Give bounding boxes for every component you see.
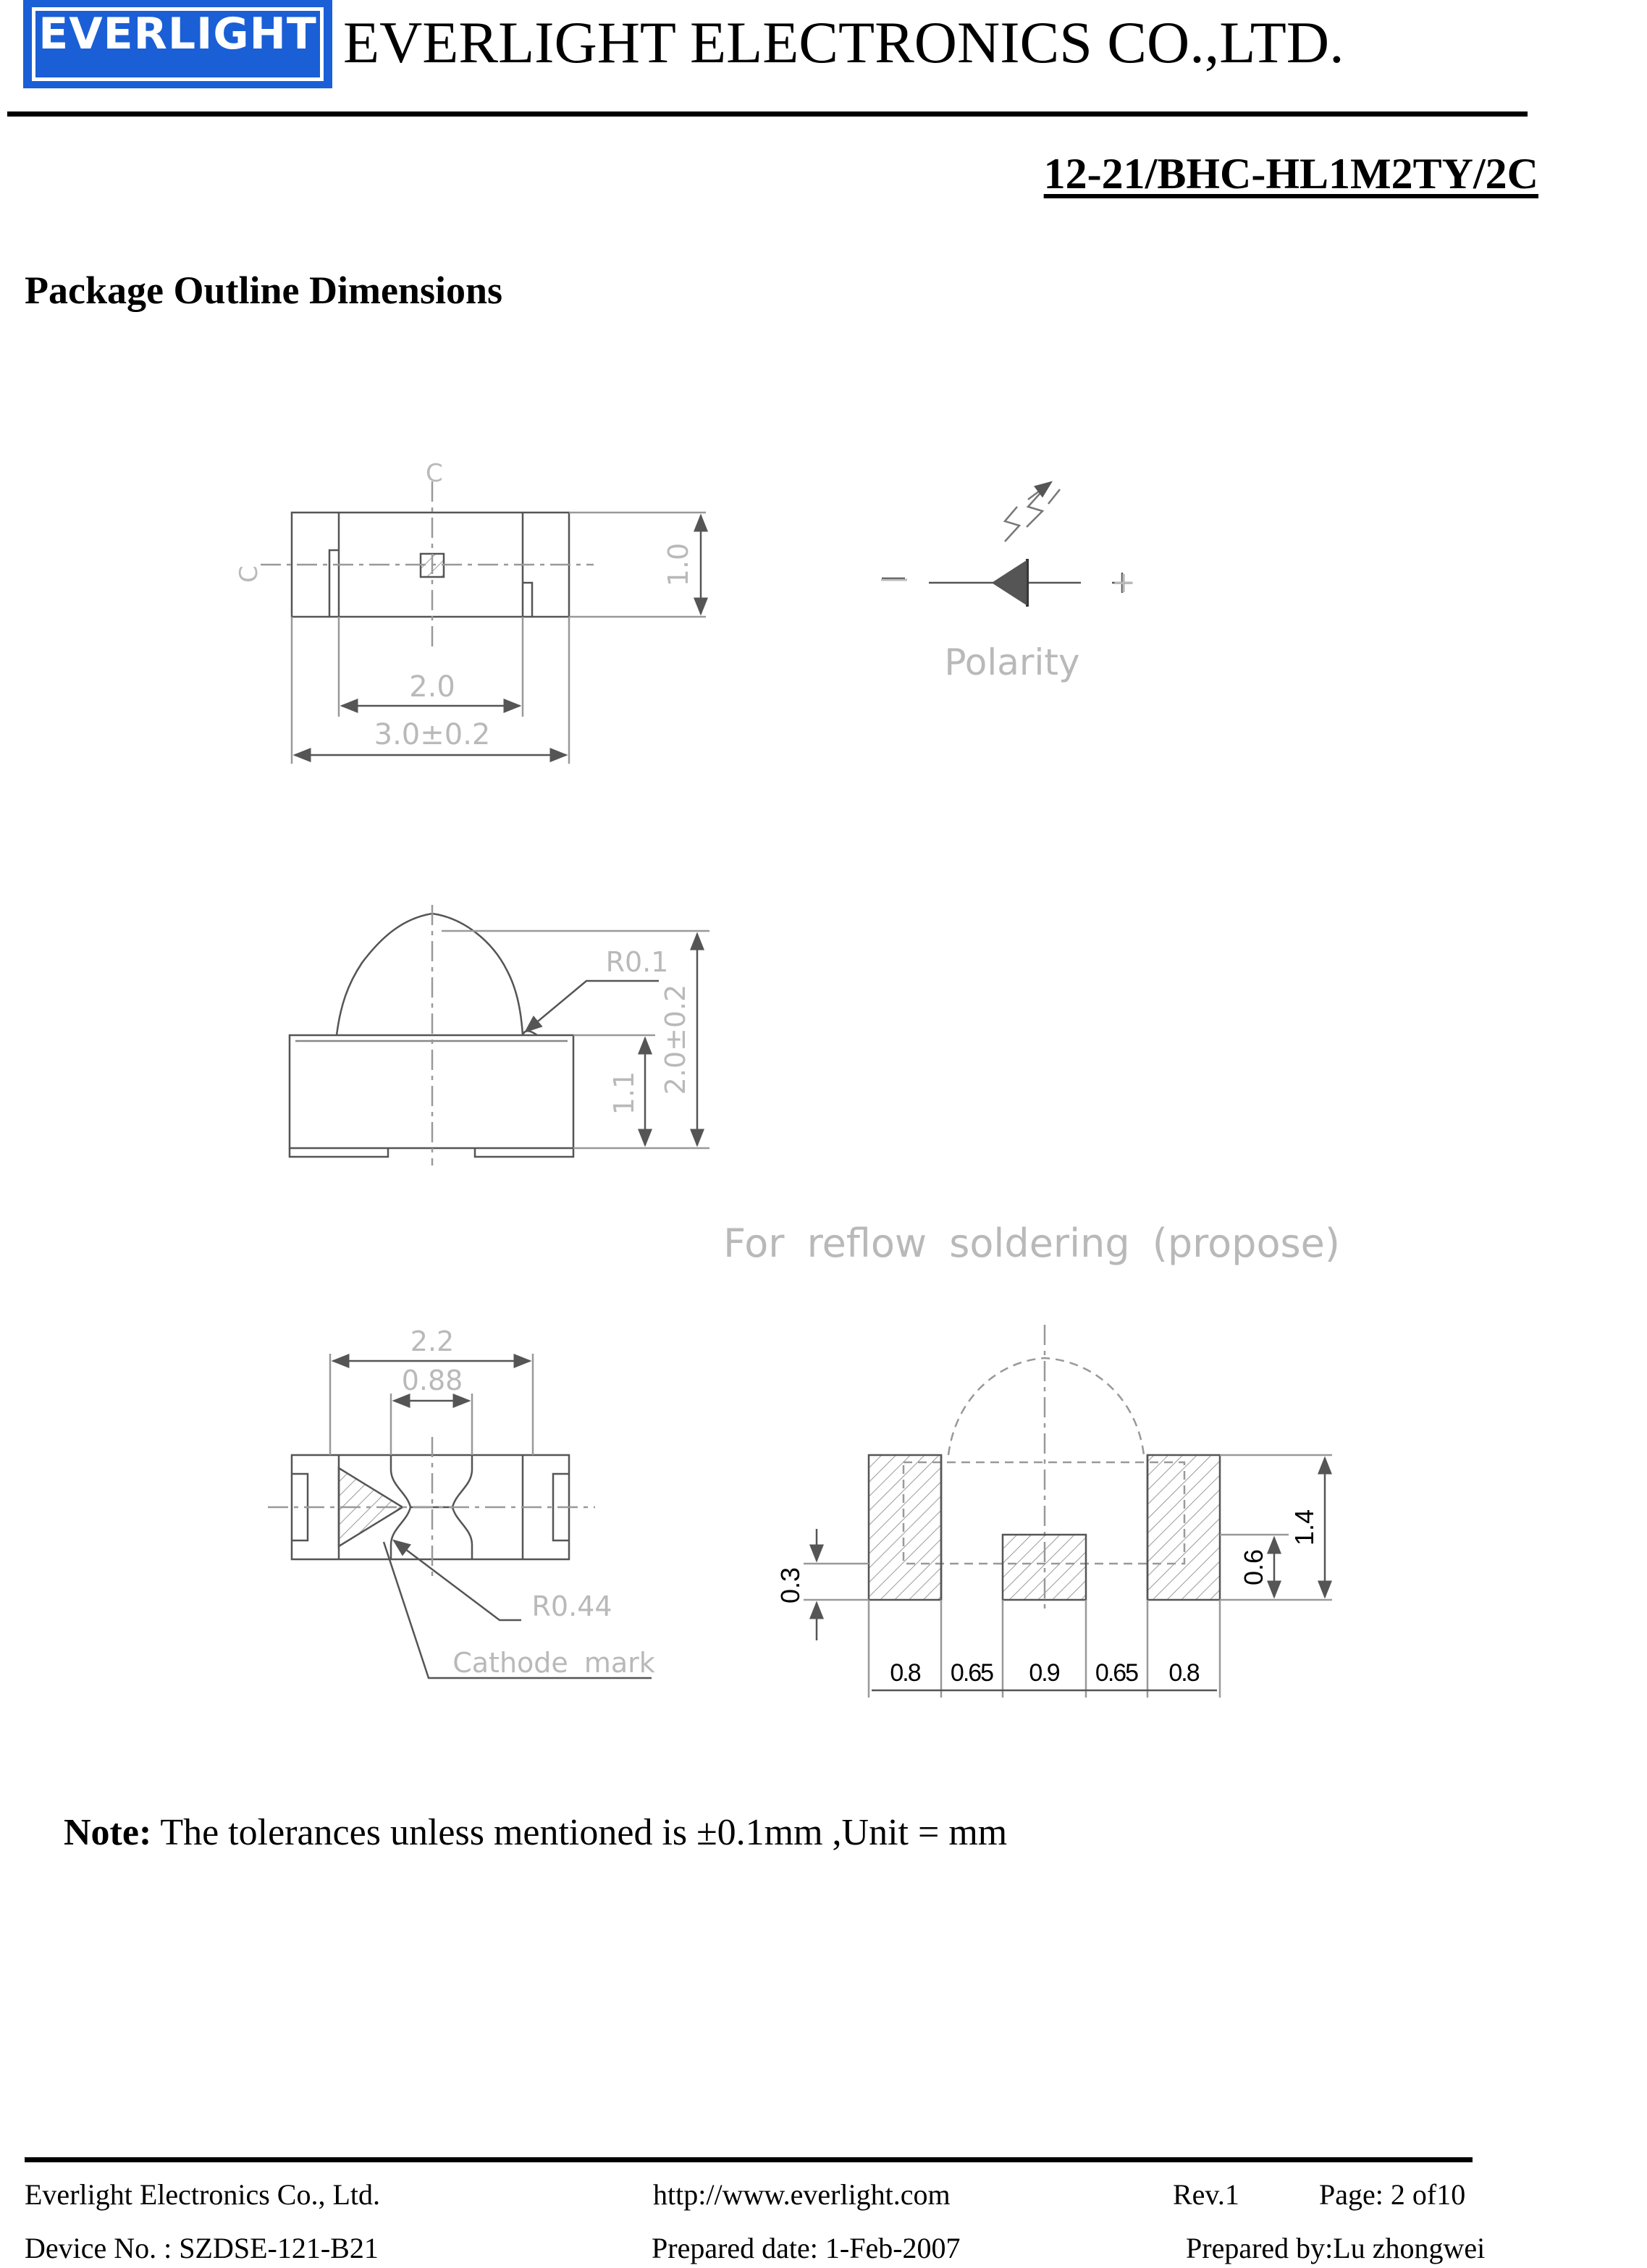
- tolerance-note: [64, 1811, 1007, 1854]
- bottom-dim-gap: 0.88: [401, 1365, 463, 1396]
- cathode-mark-label: Cathode mark: [452, 1647, 655, 1679]
- top-dim-inner: 2.0: [409, 670, 455, 704]
- footer-divider: [25, 2157, 1473, 2162]
- pad-dim: 0.8: [1168, 1659, 1199, 1687]
- part-number: 12-21/BHC-HL1M2TY/2C: [1043, 150, 1538, 198]
- pad-dim: 0.65: [1095, 1659, 1138, 1687]
- reflow-dim-left: 0.3: [775, 1567, 805, 1604]
- footer-company: Everlight Electronics Co., Ltd.: [25, 2178, 380, 2211]
- side-radius-label: R0.1: [605, 946, 669, 978]
- bottom-view: [268, 1354, 652, 1678]
- pad-dim: 0.65: [950, 1659, 993, 1687]
- footer-prepared-date: Prepared date: 1-Feb-2007: [652, 2232, 961, 2264]
- pad-dim: 0.9: [1029, 1659, 1059, 1687]
- reflow-footprint: [804, 1325, 1332, 1698]
- side-dim-body: 1.1: [608, 1071, 640, 1116]
- section-title: Package Outline Dimensions: [25, 269, 503, 312]
- reflow-dim-right-inner: 0.6: [1239, 1548, 1268, 1586]
- top-centerline-label-h: C: [235, 565, 264, 583]
- side-dim-total: 2.0±0.2: [660, 984, 691, 1095]
- reflow-dim-right-outer: 1.4: [1289, 1509, 1319, 1546]
- footer-url[interactable]: http://www.everlight.com: [653, 2178, 951, 2211]
- polarity-plus: +: [1111, 566, 1136, 599]
- logo-text: EVERLIGHT: [38, 9, 317, 59]
- bottom-radius-label: R0.44: [531, 1590, 612, 1622]
- top-dim-length: 3.0±0.2: [374, 718, 491, 751]
- footer-device-number: Device No. : SZDSE-121-B21: [25, 2232, 379, 2264]
- polarity-symbol: [882, 482, 1132, 607]
- pad-dim: 0.8: [890, 1659, 920, 1687]
- top-dim-height: 1.0: [662, 542, 694, 587]
- footer-revision: Rev.1: [1173, 2178, 1239, 2211]
- top-centerline-label-v: C: [426, 459, 443, 488]
- note-text: The tolerances unless mentioned is ±0.1mm ,Unit = mm: [160, 1812, 1008, 1853]
- footer-page: Page: 2 of10: [1319, 2178, 1466, 2211]
- note-label: Note:: [64, 1812, 152, 1853]
- bottom-dim-width: 2.2: [410, 1325, 455, 1357]
- polarity-minus: —: [880, 562, 909, 595]
- reflow-title: For reflow soldering (propose): [723, 1221, 1340, 1266]
- polarity-label: Polarity: [944, 641, 1080, 683]
- footer-prepared-by: Prepared by:Lu zhongwei: [1186, 2232, 1486, 2264]
- company-name: EVERLIGHT ELECTRONICS CO.,LTD.: [343, 9, 1344, 75]
- side-view: [290, 905, 709, 1165]
